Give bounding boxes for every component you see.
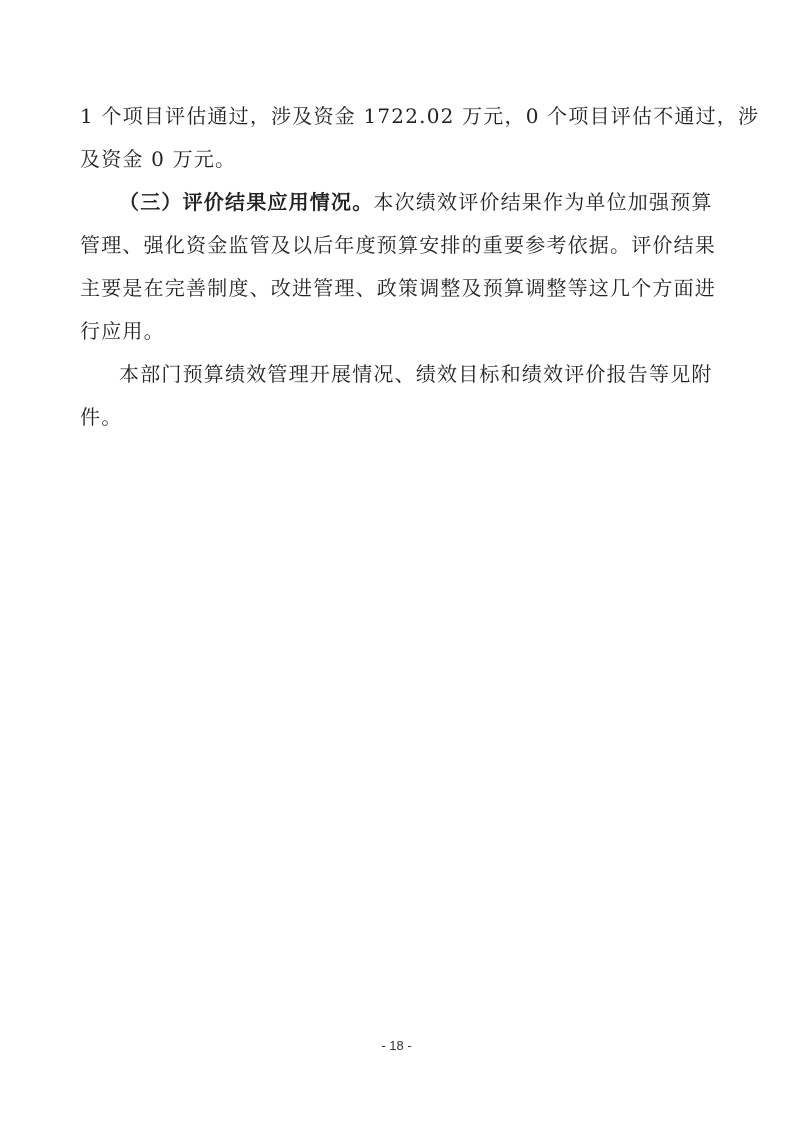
body-text-line: 1 个项目评估通过，涉及资金 1722.02 万元，0 个项目评估不通过，涉 xyxy=(80,104,760,128)
body-text-line: 本部门预算绩效管理开展情况、绩效目标和绩效评价报告等见附 xyxy=(119,362,713,386)
body-text-line: 件。 xyxy=(80,405,123,429)
body-text-line: 管理、强化资金监管及以后年度预算安排的重要参考依据。评价结果 xyxy=(80,233,716,257)
section-paragraph-first-line xyxy=(119,180,719,224)
body-text-line: 主要是在完善制度、改进管理、政策调整及预算调整等这几个方面进 xyxy=(80,276,716,300)
section-heading: （三）评价结果应用情况。 xyxy=(119,190,374,214)
body-text-line: 行应用。 xyxy=(80,319,165,343)
body-text: 本次绩效评价结果作为单位加强预算 xyxy=(373,190,713,214)
page-number: - 18 - xyxy=(381,1038,412,1053)
body-text-line: 及资金 0 万元。 xyxy=(80,147,237,171)
